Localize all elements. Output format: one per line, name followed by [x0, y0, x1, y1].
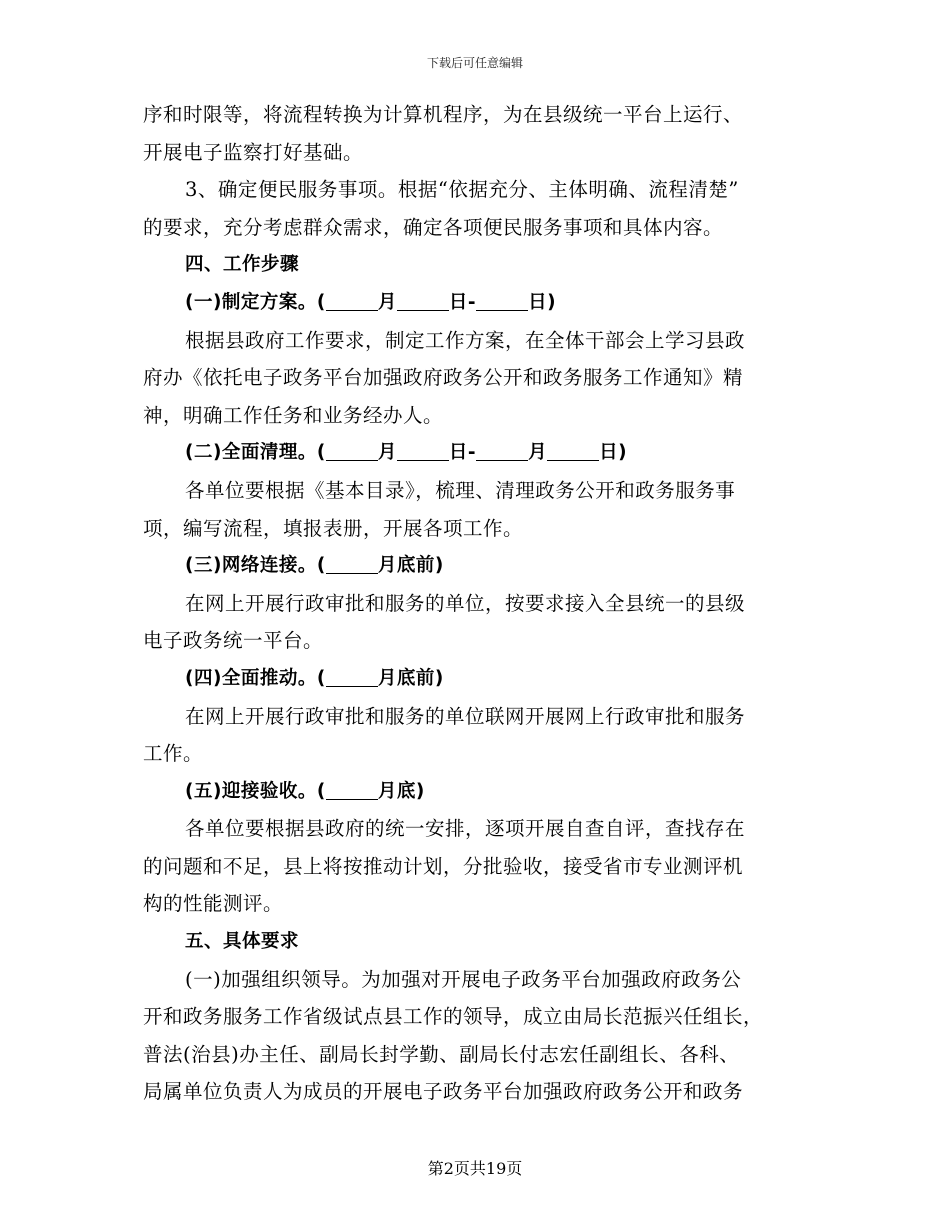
paragraph-line: 构的性能测评。 — [143, 892, 284, 916]
paragraph-line: 在网上开展行政审批和服务的单位联网开展网上行政审批和服务 — [185, 704, 746, 728]
step-heading-1 — [143, 284, 795, 322]
step-heading-text: (三)网络连接。( — [185, 555, 326, 577]
paragraph-line: 各单位要根据县政府的统一安排，逐项开展自查自评，查找存在 — [185, 817, 746, 841]
step-heading-text: (一)制定方案。( — [185, 291, 326, 313]
paragraph-line: 根据县政府工作要求，制定工作方案，在全体干部会上学习县政 — [185, 328, 746, 352]
blank-underline — [326, 442, 378, 462]
paragraph-line: 的问题和不足，县上将按推动计划，分批验收，接受省市专业测评机 — [143, 854, 744, 878]
step-heading-text: (五)迎接验收。( — [185, 780, 326, 802]
blank-underline — [326, 555, 378, 575]
paragraph-line: 电子政务统一平台。 — [143, 629, 324, 653]
step-heading-5 — [143, 773, 795, 811]
step-heading-4 — [143, 660, 795, 698]
step-heading-2 — [143, 434, 795, 472]
blank-underline — [397, 291, 449, 311]
step-heading-text: 月 — [528, 442, 548, 464]
paragraph-line: 各单位要根据《基本目录》，梳理、清理政务公开和政务服务事 — [185, 478, 736, 502]
step-heading-text: 日- — [448, 291, 477, 313]
paragraph-line: 工作。 — [143, 742, 204, 766]
blank-underline — [326, 780, 378, 800]
paragraph-line: 普法(治县)办主任、副局长封学勤、副局长付志宏任副组长、各科、 — [143, 1042, 740, 1066]
step-heading-text: 月底前) — [377, 667, 444, 689]
step-heading-text: 日) — [599, 442, 628, 464]
paragraph-line: 开展电子监察打好基础。 — [143, 140, 364, 164]
blank-underline — [326, 291, 378, 311]
paragraph-line: 在网上开展行政审批和服务的单位，按要求接入全县统一的县级 — [185, 591, 746, 615]
paragraph-line: (一)加强组织领导。为加强对开展电子政务平台加强政府政务公 — [185, 967, 742, 991]
blank-underline — [476, 291, 528, 311]
step-heading-text: 月底) — [377, 780, 425, 802]
paragraph-line: 局属单位负责人为成员的开展电子政务平台加强政府政务公开和政务 — [143, 1080, 744, 1104]
paragraph-line: 神，明确工作任务和业务经办人。 — [143, 403, 444, 427]
step-heading-text: (二)全面清理。( — [185, 442, 326, 464]
blank-underline — [397, 442, 449, 462]
page-header: 下载后可任意编辑 — [426, 56, 523, 70]
page-number: 第2页共19页 — [427, 1159, 523, 1178]
document-body — [143, 96, 795, 1111]
step-heading-text: 日- — [448, 442, 477, 464]
blank-underline — [326, 667, 378, 687]
paragraph-line: 序和时限等，将流程转换为计算机程序，为在县级统一平台上运行、 — [143, 103, 744, 126]
step-heading-3 — [143, 547, 795, 585]
step-heading-text: 月 — [377, 442, 397, 464]
paragraph-line: 开和政务服务工作省级试点县工作的领导，成立由局长范振兴任组长， — [143, 1005, 764, 1029]
paragraph-line: 3、确定便民服务事项。根据“依据充分、主体明确、流程清楚” — [185, 178, 739, 202]
step-heading-text: 月 — [377, 291, 397, 313]
blank-underline — [547, 442, 599, 462]
paragraph-line: 的要求，充分考虑群众需求，确定各项便民服务事项和具体内容。 — [143, 215, 724, 239]
paragraph-line: 项，编写流程，填报表册，开展各项工作。 — [143, 516, 524, 540]
step-heading-text: (四)全面推动。( — [185, 667, 326, 689]
section-heading: 四、工作步骤 — [185, 254, 300, 276]
step-heading-text: 月底前) — [377, 555, 444, 577]
blank-underline — [476, 442, 528, 462]
paragraph-line: 府办《依托电子政务平台加强政府政务公开和政务服务工作通知》精 — [143, 366, 744, 390]
step-heading-text: 日) — [528, 291, 557, 313]
section-heading: 五、具体要求 — [185, 931, 300, 953]
